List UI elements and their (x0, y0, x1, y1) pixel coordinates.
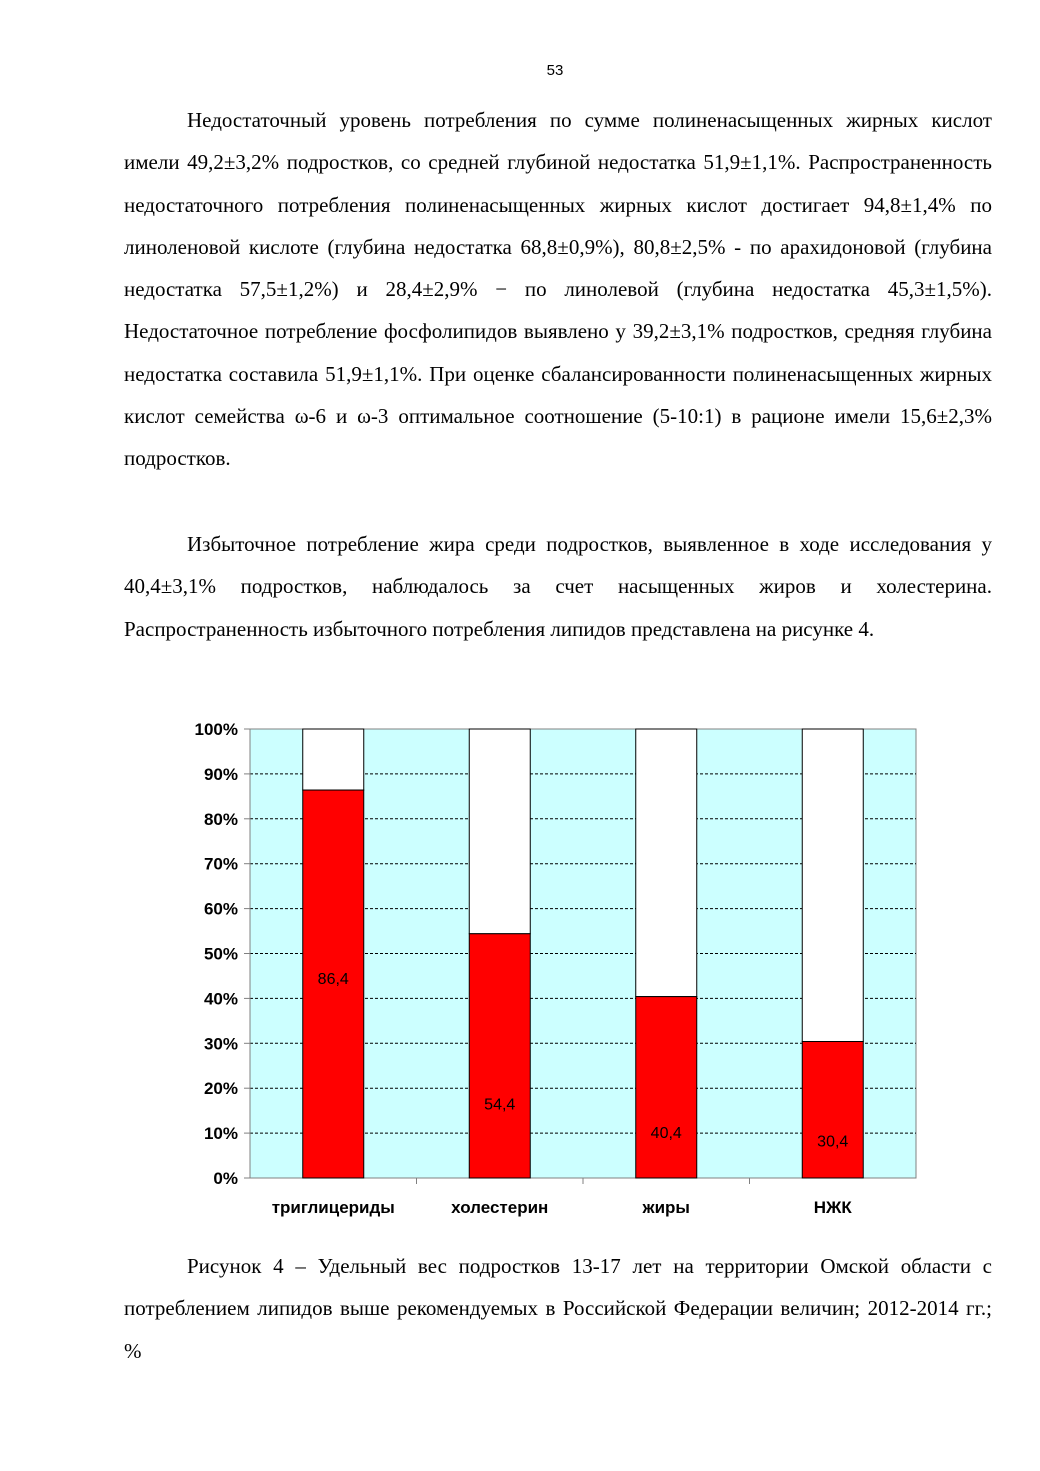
data-label: 30,4 (817, 1133, 849, 1151)
data-label: 54,4 (484, 1096, 516, 1114)
bar-remainder (469, 729, 530, 934)
paragraph-2: Избыточное потребление жира среди подростков, выявленное в ходе исследования у 40,4±3,1% подростков, наблюдалось за счет насыщенных жиров и холестерина. Распространенность избыточного потребления липидов представлена на рисунке 4. (124, 532, 992, 641)
figure-caption: Рисунок 4 – Удельный вес подростков 13-17 лет на территории Омской области с потреблением липидов выше рекомендуемых в Российской Федерации величин; 2012-2014 гг.; % (124, 1254, 992, 1363)
y-tick-label: 90% (203, 764, 238, 784)
y-tick-label: 80% (203, 809, 238, 829)
bar (802, 1042, 863, 1178)
y-tick-label: 60% (203, 899, 238, 919)
page-number: 53 (546, 62, 564, 79)
y-tick-label: 50% (203, 944, 238, 964)
paragraph-1: Недостаточный уровень потребления по сумме полиненасыщенных жирных кислот имели 49,2±3,2% подростков, со средней глубиной недостатка 51,9±1,1%. Распространенность недостаточного потребления полиненасыщенных жирных кислот достигает 94,8±1,4% по линоленовой кислоте (глубина недостатка 68,8±0,9%), 80,8±2,5% - по арахидоновой (глубина недостатка 57,5±1,2%) и 28,4±2,9% − по линолевой (глубина недостатка 45,3±1,5%). Недостаточное потребление фосфолипидов выявлено у 39,2±3,1% подростков, средняя глубина недостатка составила 51,9±1,1%. При оценке сбалансированности полиненасыщенных жирных кислот семейства ω-6 и ω-3 оптимальное соотношение (5-10:1) в рационе имели 15,6±2,3% подростков. (124, 108, 992, 471)
category-label: жиры (642, 1198, 690, 1217)
category-label: триглицериды (271, 1198, 395, 1217)
y-tick-label: 30% (203, 1034, 238, 1054)
data-label: 40,4 (650, 1125, 682, 1143)
data-label: 86,4 (317, 971, 349, 989)
bar-remainder (636, 729, 697, 997)
y-tick-label: 10% (203, 1124, 238, 1144)
bar (636, 997, 697, 1178)
y-tick-label: 0% (213, 1169, 238, 1188)
y-tick-label: 40% (203, 989, 238, 1009)
bar-remainder (303, 729, 364, 790)
category-label: холестерин (451, 1198, 549, 1217)
category-label: НЖК (813, 1198, 852, 1217)
y-tick-label: 70% (203, 854, 238, 874)
y-tick-label: 20% (203, 1079, 238, 1099)
y-tick-label: 100% (194, 720, 238, 739)
bar-remainder (802, 729, 863, 1042)
bar-chart (160, 712, 940, 1232)
bar (469, 934, 530, 1178)
